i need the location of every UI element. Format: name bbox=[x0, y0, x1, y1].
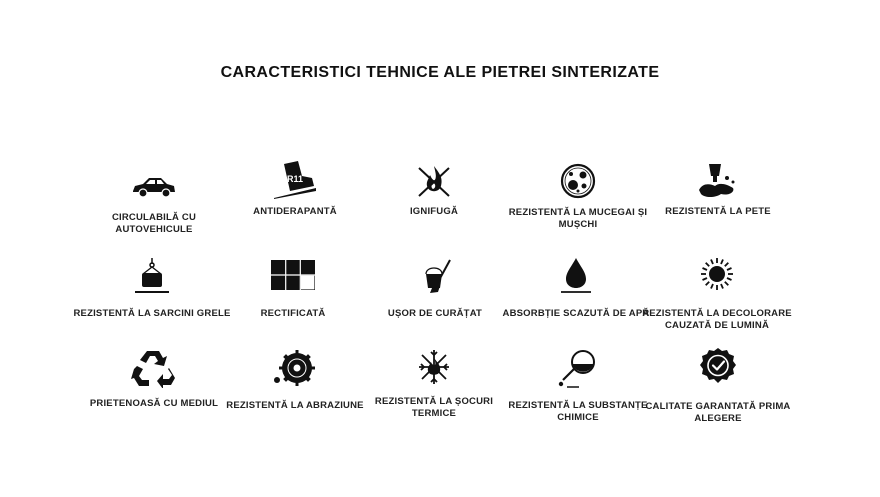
feature-heavy-load bbox=[72, 256, 232, 320]
cleaning-bucket-icon bbox=[412, 256, 458, 296]
thermal-shock-icon bbox=[411, 348, 457, 388]
chemical-flask-icon bbox=[555, 348, 601, 388]
feature-label: UȘOR DE CURĂȚAT bbox=[387, 308, 483, 319]
feature-quality bbox=[638, 347, 798, 425]
car-icon bbox=[131, 166, 177, 206]
feature-label: REZISTENTĂ LA PETE bbox=[665, 206, 771, 217]
feature-label: ABSORBȚIE SCAZUTĂ DE APĂ bbox=[502, 308, 650, 319]
rectified-tiles-icon bbox=[270, 256, 316, 296]
abrasion-disc-icon bbox=[272, 348, 318, 388]
feature-label: REZISTENTĂ LA SUBSTANȚE CHIMICE bbox=[508, 400, 648, 423]
feature-abrasion bbox=[215, 348, 375, 412]
feature-label: REZISTENTĂ LA DECOLORARE CAUZATĂ DE LUMINĂ bbox=[642, 308, 792, 331]
heavy-load-icon bbox=[129, 256, 175, 296]
mold-petri-dish-icon bbox=[555, 161, 601, 201]
feature-thermal-shock bbox=[354, 348, 514, 420]
quality-badge-icon bbox=[695, 347, 741, 387]
svg-text:R11: R11 bbox=[287, 174, 304, 184]
feature-chemical bbox=[498, 348, 658, 424]
feature-anti-slip bbox=[215, 160, 375, 218]
feature-uv-resistant bbox=[637, 256, 797, 332]
stain-spill-icon bbox=[695, 160, 741, 200]
feature-mold-resistant bbox=[498, 161, 658, 231]
feature-label: REZISTENTĂ LA SARCINI GRELE bbox=[73, 308, 231, 319]
feature-stain-resistant bbox=[638, 160, 798, 218]
feature-label: REZISTENTĂ LA ȘOCURI TERMICE bbox=[374, 396, 494, 419]
feature-eco-friendly bbox=[74, 348, 234, 410]
feature-label: REZISTENTĂ LA MUCEGAI ȘI MUȘCHI bbox=[508, 207, 648, 230]
feature-label: IGNIFUGĂ bbox=[409, 206, 459, 217]
feature-easy-clean bbox=[355, 256, 515, 320]
anti-slip-r11-icon bbox=[272, 160, 318, 200]
feature-label: CIRCULABILĂ CU AUTOVEHICULE bbox=[111, 212, 197, 235]
sun-icon bbox=[694, 256, 740, 296]
no-fire-icon bbox=[411, 160, 457, 200]
feature-drivable bbox=[74, 166, 234, 236]
feature-rectified bbox=[213, 256, 373, 320]
recycle-icon bbox=[131, 348, 177, 388]
feature-fireproof bbox=[354, 160, 514, 218]
feature-label: ANTIDERAPANTĂ bbox=[253, 206, 337, 217]
feature-label: PRIETENOASĂ CU MEDIUL bbox=[89, 398, 219, 409]
feature-low-absorption bbox=[496, 256, 656, 320]
page-title: CARACTERISTICI TEHNICE ALE PIETREI SINTERIZATE bbox=[220, 64, 660, 81]
feature-label: CALITATE GARANTATĂ PRIMA ALEGERE bbox=[645, 401, 791, 424]
water-drop-icon bbox=[553, 256, 599, 296]
feature-label: RECTIFICATĂ bbox=[260, 308, 326, 319]
feature-label: REZISTENTĂ LA ABRAZIUNE bbox=[226, 400, 364, 411]
